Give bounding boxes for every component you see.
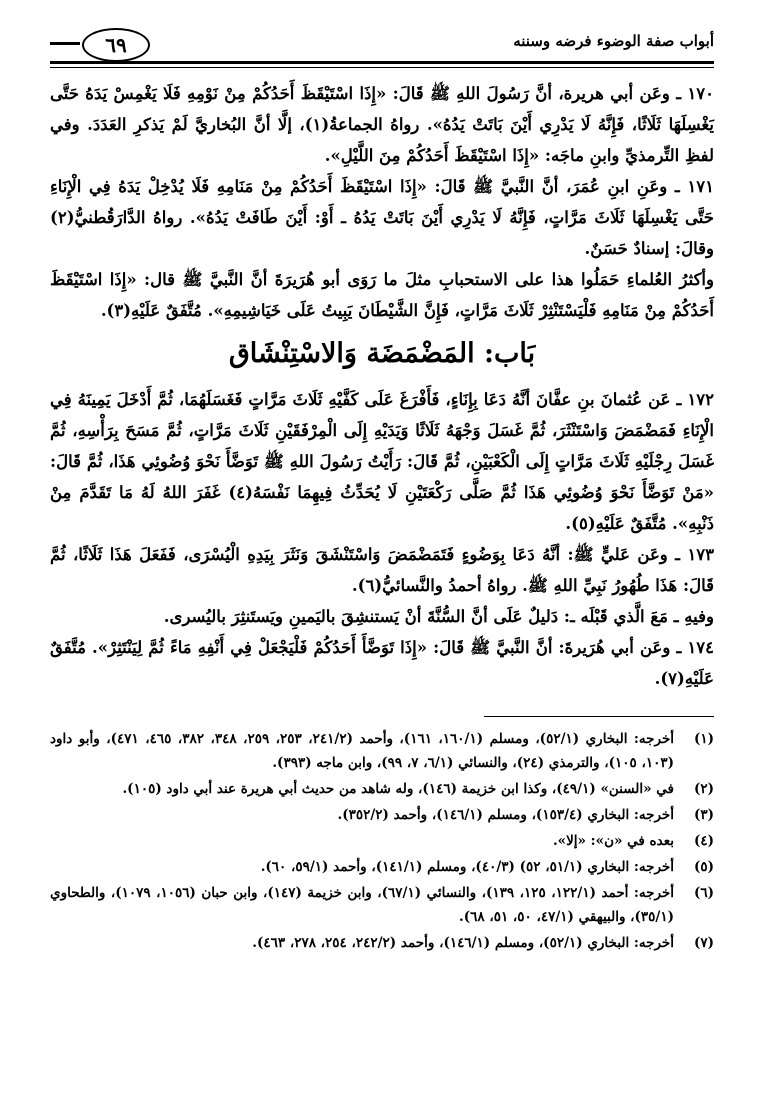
page-header xyxy=(50,28,714,68)
footnotes xyxy=(50,727,714,955)
footnote-separator xyxy=(484,716,714,717)
book-page xyxy=(50,22,714,1092)
footnote-number: (١) xyxy=(693,731,714,747)
hadith-174: ١٧٤ ـ وعَن أبي هُرَيرةَ: أنَّ النَّبيَّ ﷺ قَالَ: «إِذَا تَوَضَّأَ أَحَدُكُمْ فَلْيَجْعَلْ فِي أَنْفِهِ مَاءً ثُمَّ لِيَنْتَثِرْ». مُتَّفَقٌ عَلَيْهِ(٧). xyxy=(50,638,714,688)
footnote xyxy=(50,777,714,801)
footnote-number: (٥) xyxy=(693,859,714,875)
footnote-number: (٤) xyxy=(693,833,714,849)
footnote xyxy=(50,881,714,929)
header-dash xyxy=(50,42,80,45)
footnote xyxy=(50,803,714,827)
header-rule-thin xyxy=(50,67,714,68)
footnote-number: (٢) xyxy=(693,781,714,797)
footnote-text: في «السنن» (٤٩/١)، وكذا ابن خزيمة (١٤٦)، وله شاهد من حديث أبي هريرة عند أبي داود (١٠٥). xyxy=(122,781,674,797)
footnote-number: (٣) xyxy=(693,807,714,823)
page-body xyxy=(50,78,714,957)
hadith-173: ١٧٣ ـ وعَن عَليٍّ ﷺ: أنَّهُ دَعَا بِوَضُوءٍ فَتَمَضْمَضَ وَاسْتَنْشَقَ وَنَثَرَ بِيَدِهِ الْيُسْرَى، فَفَعَلَ هَذَا ثَلَاثًا، ثُمَّ قَالَ: هَذَا طُهُورُ نَبِيِّ اللهِ ﷺ. رواهُ أحمدُ والنَّسائيُّ(٦). xyxy=(50,545,714,595)
commentary-paragraph: وأكثرُ العُلماءِ حَمَلُوا هذا على الاستحبابِ مثلَ ما رَوَى أبو هُرَيرَةَ أنَّ النَّبيَّ ﷺ قال: «إِذَا اسْتَيْقَظَ أَحَدُكُمْ مِنْ مَنَامِهِ فَلْيَسْتَنْثِرْ ثَلَاثَ مَرَّاتٍ، فَإِنَّ الشَّيْطَانَ يَبِيتُ عَلَى خَيَاشِيمِهِ». مُتَّفَقٌ عَلَيْهِ(٣). xyxy=(50,270,714,320)
footnote-text: بعده في «ن»: «إلا». xyxy=(552,833,674,849)
commentary-paragraph-2: وفيهِ ـ مَعَ الَّذي قَبْلَه ـ: دَليلٌ عَلَى أنَّ السُّنَّةَ أنْ يَستنشِقَ باليَمينِ ويَستَنثِرَ باليُسرى. xyxy=(163,607,714,626)
header-rule xyxy=(50,61,714,64)
running-title: أبواب صفة الوضوء فرضه وسننه xyxy=(513,32,714,50)
footnote-number: (٧) xyxy=(693,935,714,951)
footnote-text: أخرجه: البخاري (١٥٣/٤)، ومسلم (١٤٦/١)، وأحمد (٣٥٢/٢). xyxy=(337,807,674,823)
footnote-text: أخرجه: البخاري (٥١/١، ٥٢) (٤٠/٣)، ومسلم (١٤١/١)، وأحمد (٥٩/١، ٦٠). xyxy=(260,859,674,875)
footnote xyxy=(50,829,714,853)
hadith-170: ١٧٠ ـ وعَن أبي هريرة، أنَّ رَسُولَ اللهِ ﷺ قَالَ: «إِذَا اسْتَيْقَظَ أَحَدُكُمْ مِنْ نَوْمِهِ فَلَا يَغْمِسْ يَدَهُ حَتَّى يَغْسِلَهَا ثَلَاثًا، فَإِنَّهُ لَا يَدْرِي أَيْنَ بَاتَتْ يَدُهُ». رواهُ الجماعةُ(١)، إلَّا أنَّ البُخاريَّ لَمْ يَذكرِ العَدَدَ. وفي لفظِ التِّرمذيِّ وابنِ ماجَه: «إِذَا اسْتَيْقَظَ أَحَدُكُمْ مِنَ اللَّيْلِ». xyxy=(50,84,714,165)
chapter-heading: بَاب: المَضْمَضَة وَالاسْتِنْشَاق xyxy=(228,338,536,369)
footnote xyxy=(50,931,714,955)
hadith-172: ١٧٢ ـ عَن عُثمانَ بنِ عفَّانَ أنَّهُ دَعَا بِإِنَاءٍ، فَأَفْرَغَ عَلَى كَفَّيْهِ ثَلَاثَ مَرَّاتٍ فَغَسَلَهُمَا، ثُمَّ أَدْخَلَ يَمِينَهُ فِي الْإِنَاءِ فَمَضْمَضَ وَاسْتَنْثَرَ، ثُمَّ غَسَلَ وَجْهَهُ ثَلَاثًا وَيَدَيْهِ إِلَى الْمِرْفَقَيْنِ ثَلَاثَ مَرَّاتٍ، ثُمَّ مَسَحَ بِرَأْسِهِ، ثُمَّ غَسَلَ رِجْلَيْهِ ثَلَاثَ مَرَّاتٍ إِلَى الْكَعْبَيْنِ، ثُمَّ قَالَ: رَأَيْتُ رَسُولَ اللهِ ﷺ تَوَضَّأَ نَحْوَ وُضُوئِي هَذَا، ثُمَّ قَالَ: «مَنْ تَوَضَّأَ نَحْوَ وُضُوئِي هَذَا ثُمَّ صَلَّى رَكْعَتَيْنِ لَا يُحَدِّثُ فِيهِمَا نَفْسَهُ(٤) غَفَرَ اللهُ لَهُ مَا تَقَدَّمَ مِنْ ذَنْبِهِ». مُتَّفَقٌ عَلَيْهِ(٥). xyxy=(50,390,714,533)
footnote-text: أخرجه: البخاري (٥٢/١)، ومسلم (١٦٠/١، ١٦١)، وأحمد (٢٤١/٢، ٢٥٣، ٢٥٩، ٣٤٨، ٣٨٢، ٤٦٥، ٤٧١)، وأبو داود (١٠٣، ١٠٥)، والترمذي (٢٤)، والنسائي (٦/١، ٧، ٩٩)، وابن ماجه (٣٩٣). xyxy=(50,731,675,771)
footnote-text: أخرجه: أحمد (١٢٢/١، ١٢٥، ١٣٩)، والنسائي (٦٧/١)، وابن خزيمة (١٤٧)، وابن حبان (١٠٥٦، ١٠٧٩)، والطحاوي (٣٥/١)، والبيهقي (٤٧/١، ٥٠، ٥١، ٦٨). xyxy=(50,885,675,925)
footnote xyxy=(50,855,714,879)
footnote xyxy=(50,727,714,775)
footnote-number: (٦) xyxy=(693,885,714,901)
hadith-171: ١٧١ ـ وعَنِ ابنِ عُمَرَ، أنَّ النَّبيَّ ﷺ قَالَ: «إِذَا اسْتَيْقَظَ أَحَدُكُمْ مِنْ مَنَامِهِ فَلَا يُدْخِلْ يَدَهُ فِي الْإِنَاءِ حَتَّى يَغْسِلَهَا ثَلَاثَ مَرَّاتٍ، فَإِنَّهُ لَا يَدْرِي أَيْنَ بَاتَتْ يَدُهُ ـ أَوْ: أَيْنَ طَافَتْ يَدُهُ». رواهُ الدَّارَقُطنيُّ(٢) وقالَ: إسنادٌ حَسَنٌ. xyxy=(50,177,714,258)
page-number: ٦٩ xyxy=(82,28,150,62)
footnote-text: أخرجه: البخاري (٥٢/١)، ومسلم (١٤٦/١)، وأحمد (٢٤٢/٢، ٢٥٤، ٢٧٨، ٤٦٣). xyxy=(252,935,674,951)
